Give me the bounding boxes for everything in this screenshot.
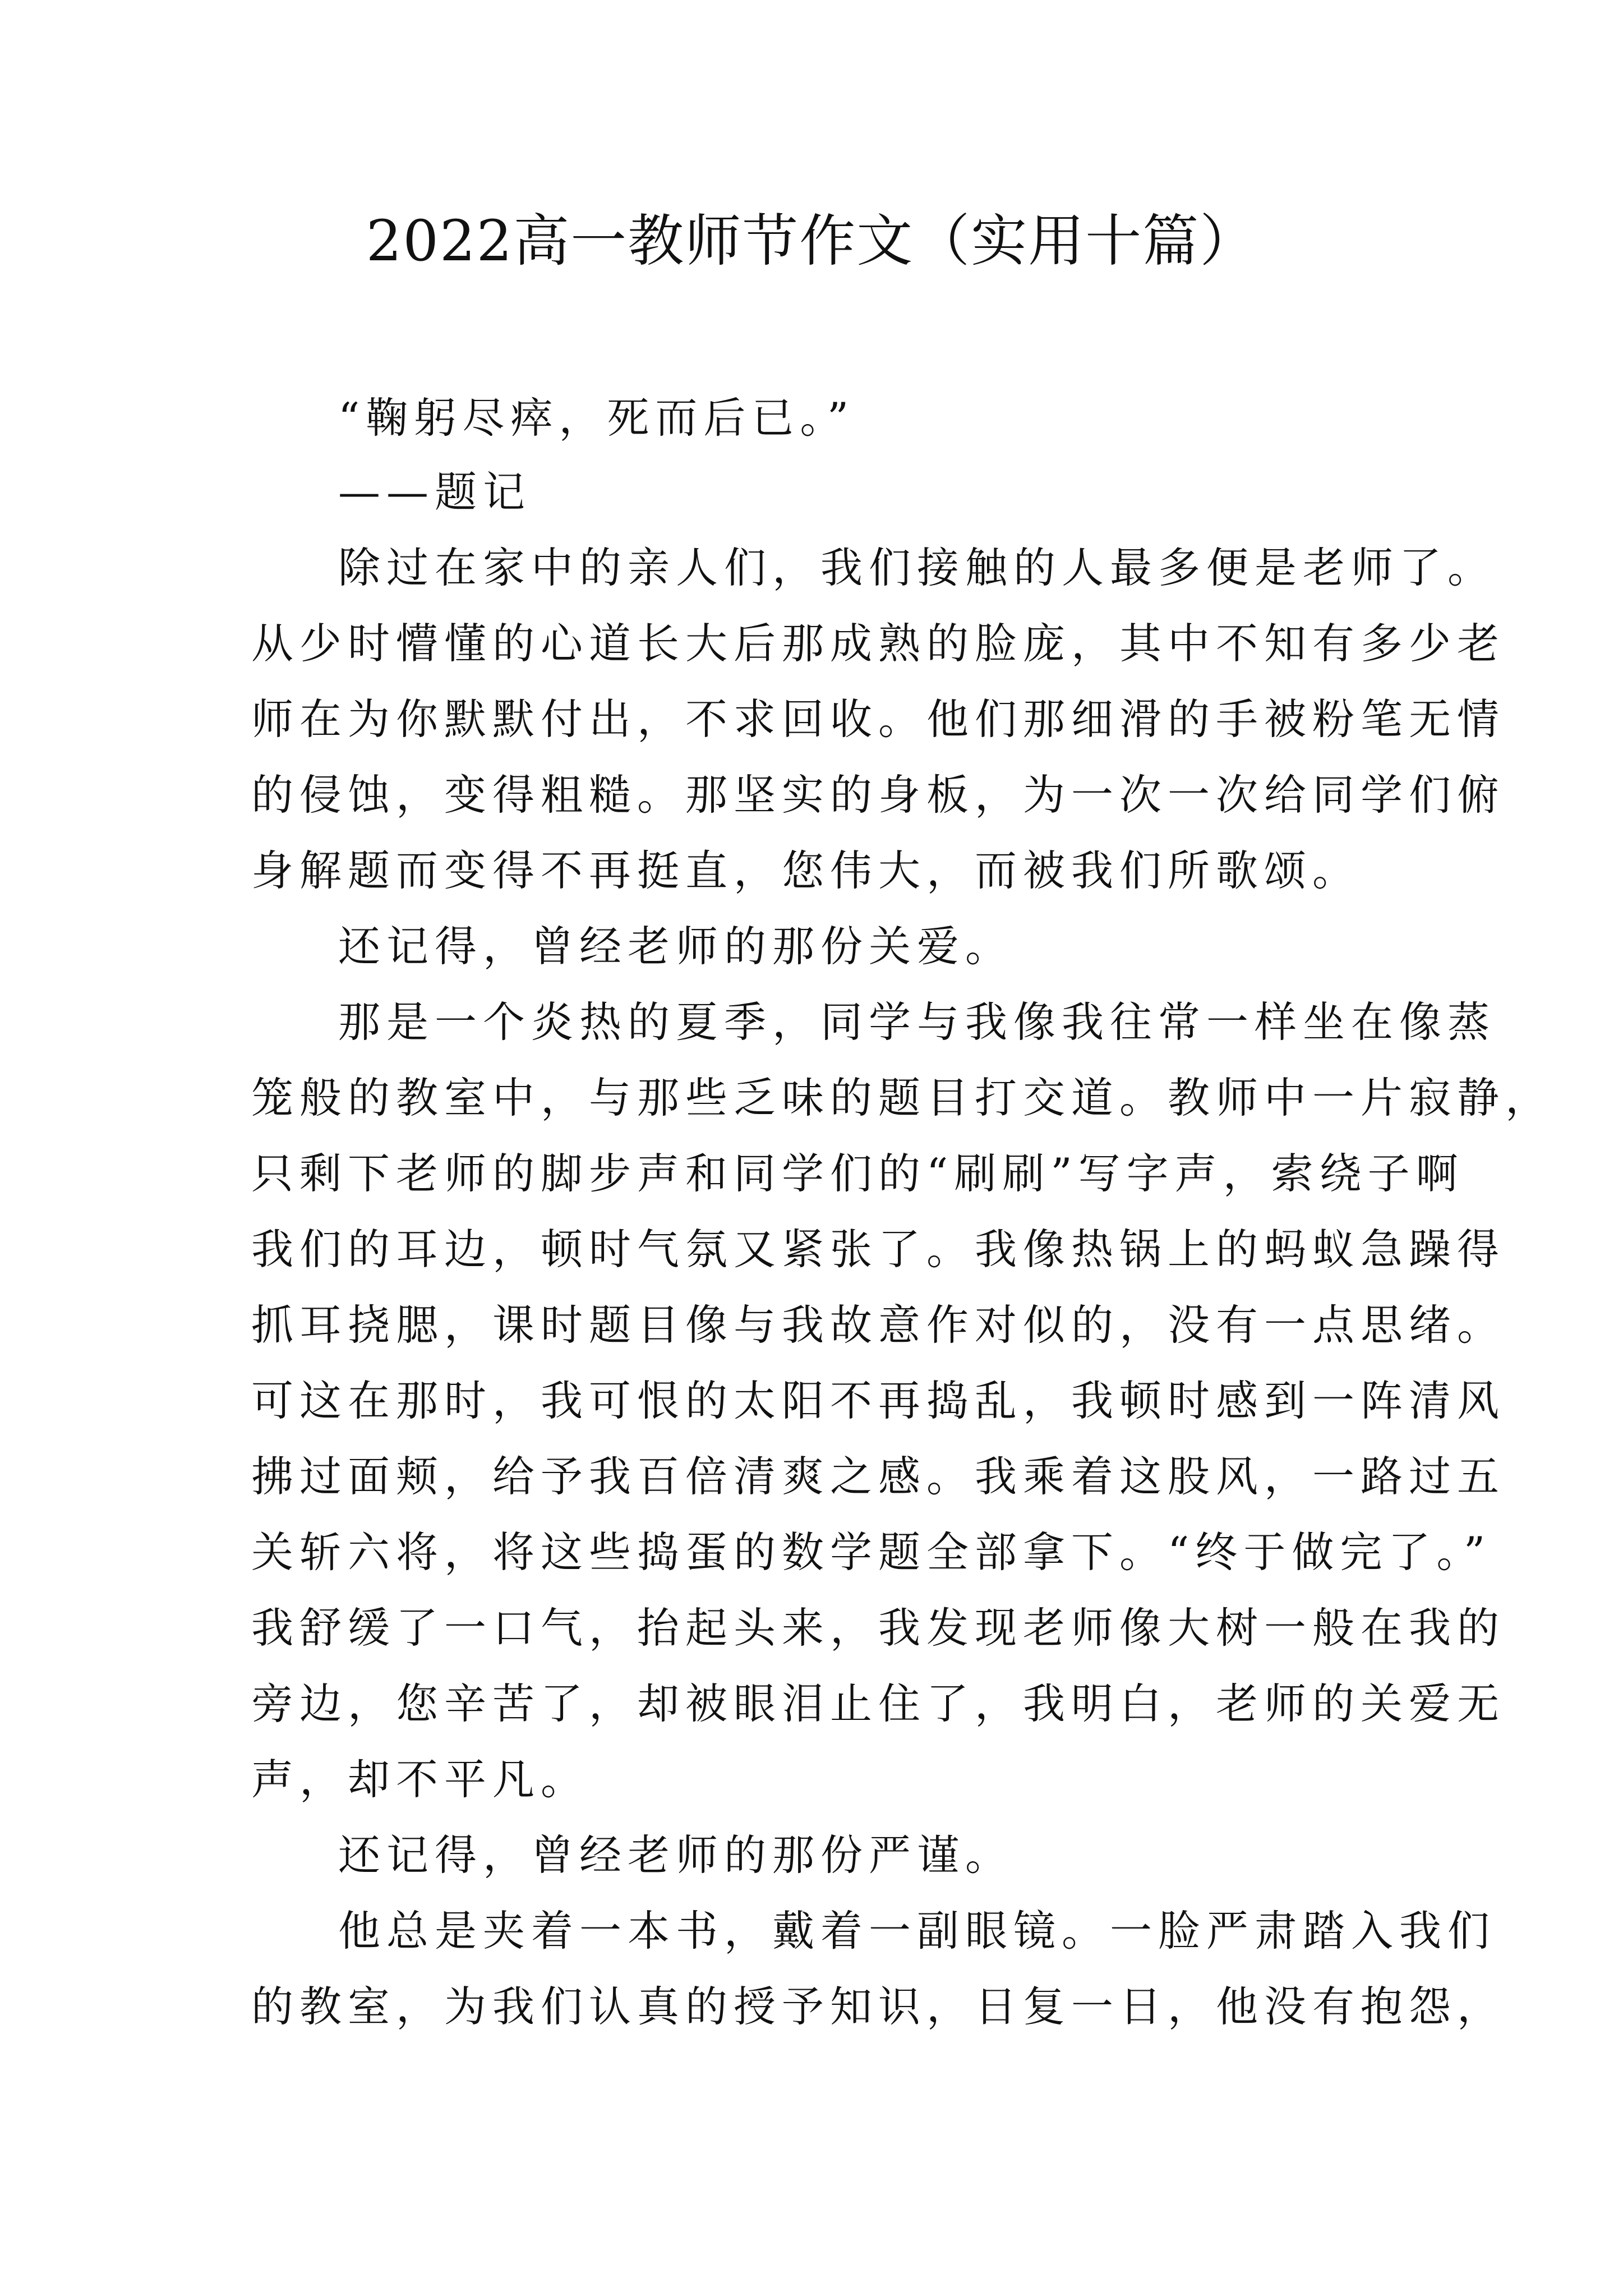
paragraph-line: 拂过面颊，给予我百倍清爽之感。我乘着这股风，一路过五	[251, 1452, 1506, 1501]
paragraph-line: 除过在家中的亲人们，我们接触的人最多便是老师了。	[338, 543, 1496, 592]
paragraph-line: 的教室，为我们认真的授予知识，日复一日，他没有抱怨，	[251, 1982, 1506, 2031]
paragraph-line: 那是一个炎热的夏季，同学与我像我往常一样坐在像蒸	[338, 997, 1496, 1047]
paragraph-line: 的侵蚀，变得粗糙。那坚实的身板，为一次一次给同学们俯	[251, 770, 1506, 820]
epigraph-attribution: ——题记	[338, 467, 532, 517]
paragraph-line: 笼般的教室中，与那些乏味的题目打交道。教师中一片寂静，	[251, 1073, 1554, 1122]
paragraph-line: 关斩六将，将这些捣蛋的数学题全部拿下。“终于做完了。”	[251, 1527, 1492, 1577]
paragraph-line: 从少时懵懂的心道长大后那成熟的脸庞，其中不知有多少老	[251, 619, 1506, 668]
document-title: 2022高一教师节作文（实用十篇）	[366, 208, 1257, 274]
epigraph-quote: “鞠躬尽瘁，死而后已。”	[338, 393, 855, 443]
paragraph-line: 可这在那时，我可恨的太阳不再捣乱，我顿时感到一阵清风	[251, 1376, 1506, 1425]
paragraph-line: 只剩下老师的脚步声和同学们的“刷刷”写字声，索绕子啊	[251, 1149, 1464, 1198]
paragraph-line: 抓耳挠腮，课时题目像与我故意作对似的，没有一点思绪。	[251, 1300, 1506, 1350]
paragraph-line: 还记得，曾经老师的那份严谨。	[338, 1830, 1014, 1880]
paragraph-line: 还记得，曾经老师的那份关爱。	[338, 922, 1014, 971]
paragraph-line: 师在为你默默付出，不求回收。他们那细滑的手被粉笔无情	[251, 694, 1506, 744]
paragraph-line: 旁边，您辛苦了，却被眼泪止住了，我明白，老师的关爱无	[251, 1679, 1506, 1728]
paragraph-line: 他总是夹着一本书，戴着一副眼镜。一脸严肃踏入我们	[338, 1906, 1496, 1955]
paragraph-line: 声，却不平凡。	[251, 1755, 589, 1804]
paragraph-line: 我们的耳边，顿时气氛又紧张了。我像热锅上的蚂蚁急躁得	[251, 1225, 1506, 1274]
paragraph-line: 我舒缓了一口气，抬起头来，我发现老师像大树一般在我的	[251, 1603, 1506, 1653]
paragraph-line: 身解题而变得不再挺直，您伟大，而被我们所歌颂。	[251, 846, 1361, 895]
